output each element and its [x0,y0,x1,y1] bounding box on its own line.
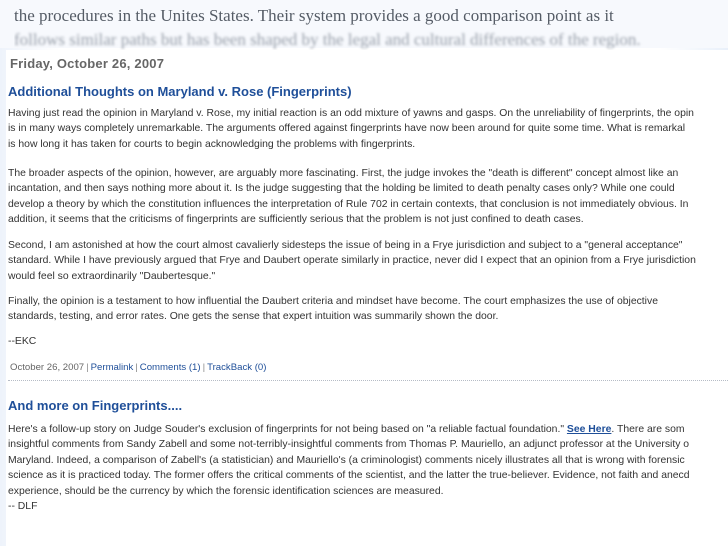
previous-post-line-1: the procedures in the Unites States. Their system provides a good comparison point as it [14,6,614,25]
text-line: The broader aspects of the opinion, however, are arguably more fascinating. First, the judge invokes the "death is different" concept almost like an [8,168,679,179]
post1-footer: October 26, 2007 | Permalink | Comments (1) | TrackBack (0) [10,362,267,373]
text-line: experience, should be the currency by which the forensic identification sciences are measured. [8,485,444,497]
text-line: standards, testing, and error rates. One gets the sense that expert intuition was summarily shown the door. [8,311,499,323]
see-here-link[interactable]: See Here [566,424,612,435]
text-line: is how long it has taken for courts to begin acknowledging the problems with fingerprints. [8,138,416,150]
text-line: insightful comments from Sandy Zabell and some not-terribly-insightful comments from Thomas P. Mauriello, an adjunct professor at the University o [8,439,690,451]
text-line: Second, I am astonished at how the court almost cavalierly sidesteps the issue of being in a Frye jurisdiction and subject to a "general acceptance" [8,240,683,251]
comments-link[interactable]: Comments (1) [139,362,201,373]
trackback-link[interactable]: TrackBack (0) [207,362,267,373]
text-line: standard. While I have previously argued that Frye and Daubert operate similarly in practice, never did I expect that an opinion from a Frye jurisdiction [8,255,696,267]
text-line: develop a theory by which the constitution influences the interpretation of Rule 702 in certain contexts, that conclusion is not immediately obvious. In [8,198,689,210]
post1-paragraph-1 [8,106,728,152]
post1-signature [8,334,728,349]
text-line: Maryland. Indeed, a comparison of Zabell's (a statistician) and Mauriello's (a criminologist) comments nicely illustrates all that is wrong with forensic [8,454,685,466]
post-date: October 26, 2007 [10,362,85,373]
previous-post-text [14,4,654,52]
post1-paragraph-4 [8,294,728,325]
text-line: science as it is practiced today. The former offers the critical comments of the scientist, and the latter the true-believer. Evidence, not faith and anecd [8,470,690,482]
text-line: would feel so extraordinarily "Daubertesque." [8,270,216,282]
text-line: Finally, the opinion is a testament to how influential the Daubert criteria and mindset have become. The court emphasizes the use of objective [8,296,658,307]
text-line: is in many ways completely unremarkable. The arguments offered against fingerprints have now been around for quite some time. What is remarkal [8,123,686,135]
permalink-link[interactable]: Permalink [90,362,134,373]
text-line: Here's a follow-up story on Judge Souder's exclusion of fingerprints for not being based on "a reliable factual foundation." See Here. There are som [8,424,685,435]
blog-content [6,50,728,546]
text-line: addition, it seems that the criticisms of fingerprints are sufficiently serious that the problem is not just confined to death cases. [8,214,584,226]
post-title-more-on-fingerprints[interactable]: And more on Fingerprints.... [8,398,183,413]
post1-paragraph-2 [8,166,728,228]
post1-paragraph-3 [8,238,728,284]
date-header: Friday, October 26, 2007 [10,56,165,71]
previous-post-line-2: follows similar paths but has been shaped by the legal and cultural differences of the region. [14,30,641,49]
post-divider [8,380,728,381]
post2-paragraph [8,422,728,514]
author-signature: -- DLF [8,501,38,513]
post-title-maryland-v-rose[interactable]: Additional Thoughts on Maryland v. Rose (Fingerprints) [8,84,352,99]
author-signature: --EKC [8,336,37,347]
text-line: Having just read the opinion in Maryland v. Rose, my initial reaction is an odd mixture of yawns and gasps. On the unreliability of fingerprints, the opin [8,108,694,119]
text-line: incantation, and then says nothing more about it. Is the judge suggesting that the holding be limited to death penalty cases only? While one could [8,183,675,195]
